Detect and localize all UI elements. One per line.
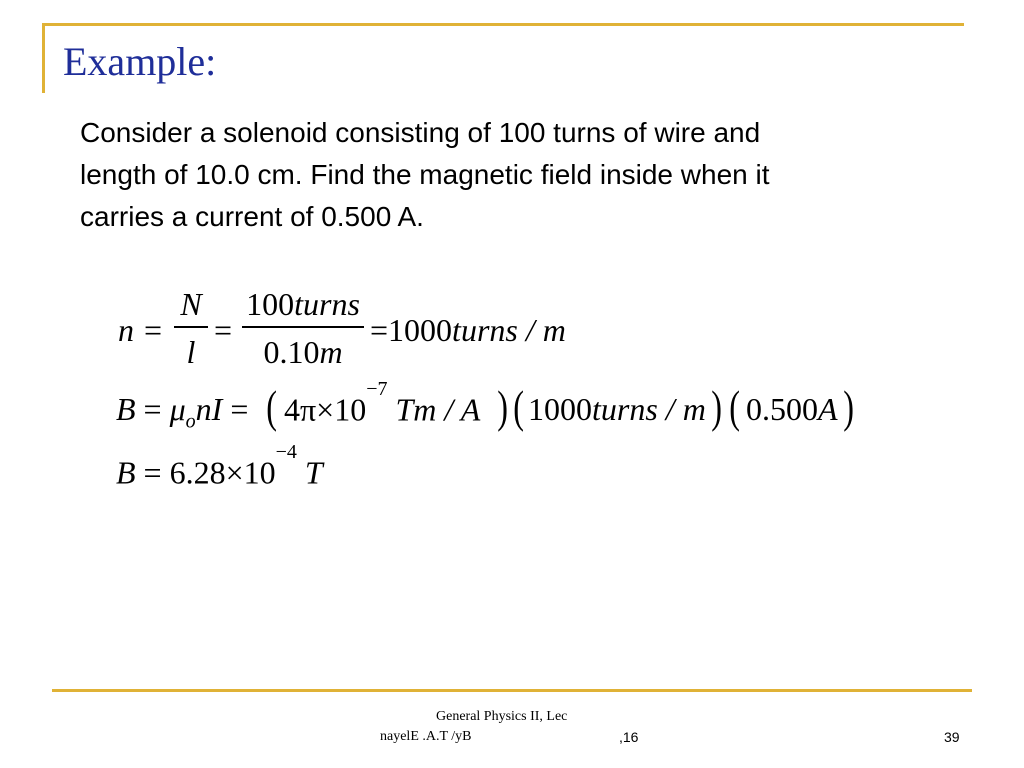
eq2-term: nI [195,391,223,427]
eq2-factor1-number: 4π [284,391,317,428]
eq2-factor2-number: 1000 [528,391,592,427]
eq1-frac1-denominator: l [186,334,196,370]
eq3-exponent: −4 [275,441,297,463]
problem-line-1: Consider a solenoid consisting of 100 turns of wire and [80,117,761,148]
eq2-paren-close-3: ) [843,381,855,432]
eq2-equals-b: = [230,391,249,427]
problem-line-2: length of 10.0 cm. Find the magnetic field inside when it [80,159,770,190]
problem-statement [80,112,940,238]
eq2-paren-close-2: ) [711,381,723,432]
left-border-line [42,23,45,93]
eq2-factor3-number: 0.500 [746,391,818,427]
eq2-mu-subscript: o [185,410,196,433]
eq2-paren-open-2: ( [513,381,525,432]
footer-author: nayelE .A.T /yB [380,729,472,744]
footer-divider [52,689,972,692]
eq2-equals-a: = [143,391,162,427]
eq3-mantissa: 6.28 [169,454,226,491]
eq1-result-unit: turns / m [452,312,566,348]
eq2-factor1-base: 10 [334,391,367,428]
eq1-frac1-bar [174,326,208,328]
eq1-equals-b: = [214,312,233,348]
eq3-times: × [225,454,244,491]
eq3-unit: T [304,454,323,491]
eq2-lhs: B [116,391,136,427]
eq1-result: 1000 [388,312,453,348]
eq2-factor1-unit: Tm / A [395,391,481,428]
eq1-frac2-numerator: 100 [246,286,295,322]
eq1-frac2-bar [242,326,364,328]
eq1-frac1-numerator: N [180,286,202,322]
eq2-factor1-times: × [316,391,335,428]
problem-line-3: carries a current of 0.500 A. [80,201,424,232]
footer-course: General Physics II, Lec [436,709,568,724]
eq1-frac2-denominator: 0.10 [263,334,320,370]
eq2-factor3-unit: A [818,391,838,427]
eq2-paren-open-1: ( [266,381,278,432]
eq1-lhs: n [118,312,134,348]
eq1-equals-a: = [144,312,163,348]
eq1-frac2-numerator-unit: turns [294,286,360,322]
eq2-factor2-unit: turns / m [592,391,706,427]
eq2-paren-close-1: ) [497,381,509,432]
eq2-factor1-exponent: −7 [366,378,388,400]
eq3-base: 10 [243,454,276,491]
footer-lecture-number: ,16 [619,729,639,745]
eq1-frac2-denominator-unit: m [319,334,343,370]
slide-title: Example: [63,39,217,84]
top-border-line [42,23,964,26]
eq2-mu: μ [169,391,186,427]
eq3-lhs: B [116,454,136,491]
eq1-equals-c: = [370,312,389,348]
eq2-paren-open-3: ( [729,381,741,432]
page-number: 39 [944,729,960,745]
eq3-equals: = [143,454,162,491]
